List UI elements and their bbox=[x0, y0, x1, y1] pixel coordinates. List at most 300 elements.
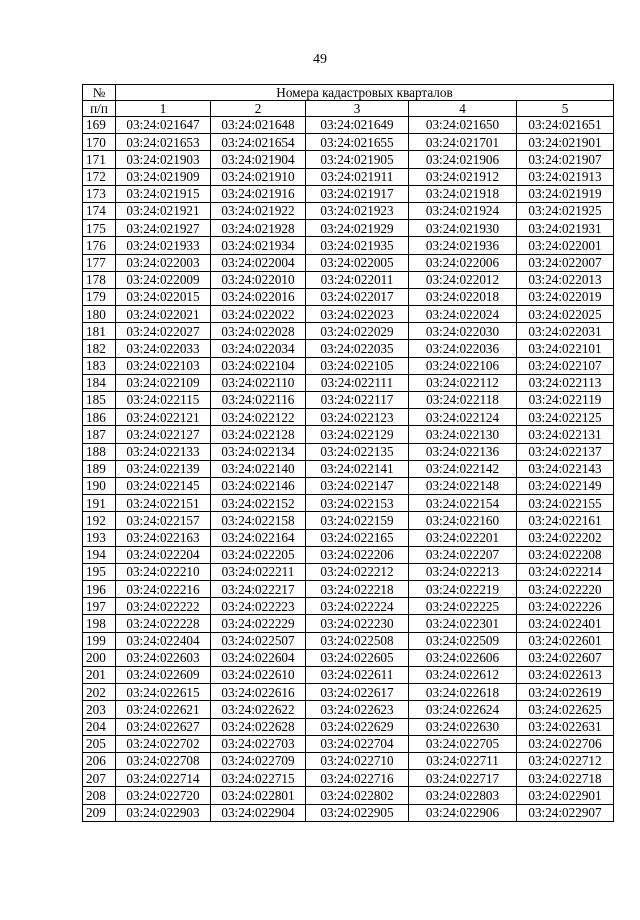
row-number-cell: 181 bbox=[83, 323, 116, 340]
table-row bbox=[83, 563, 614, 580]
cadastral-number-cell: 03:24:021925 bbox=[517, 202, 614, 219]
cadastral-number-cell: 03:24:022301 bbox=[409, 615, 517, 632]
table-row bbox=[83, 649, 614, 666]
cadastral-number-cell: 03:24:021701 bbox=[409, 134, 517, 151]
cadastral-number-cell: 03:24:022216 bbox=[116, 581, 211, 598]
cadastral-number-cell: 03:24:022720 bbox=[116, 787, 211, 804]
cadastral-number-cell: 03:24:021903 bbox=[116, 151, 211, 168]
cadastral-number-cell: 03:24:021648 bbox=[211, 117, 306, 134]
row-number-cell: 171 bbox=[83, 151, 116, 168]
cadastral-number-cell: 03:24:022110 bbox=[211, 374, 306, 391]
cadastral-number-cell: 03:24:022146 bbox=[211, 477, 306, 494]
cadastral-number-cell: 03:24:022103 bbox=[116, 357, 211, 374]
cadastral-number-cell: 03:24:022021 bbox=[116, 306, 211, 323]
cadastral-number-cell: 03:24:022165 bbox=[306, 529, 409, 546]
row-number-cell: 191 bbox=[83, 495, 116, 512]
cadastral-number-cell: 03:24:022030 bbox=[409, 323, 517, 340]
cadastral-number-cell: 03:24:021655 bbox=[306, 134, 409, 151]
cadastral-number-cell: 03:24:022212 bbox=[306, 563, 409, 580]
cadastral-number-cell: 03:24:022164 bbox=[211, 529, 306, 546]
cadastral-number-cell: 03:24:022025 bbox=[517, 306, 614, 323]
cadastral-number-cell: 03:24:022111 bbox=[306, 374, 409, 391]
cadastral-number-cell: 03:24:022206 bbox=[306, 546, 409, 563]
cadastral-number-cell: 03:24:022703 bbox=[211, 735, 306, 752]
cadastral-number-cell: 03:24:021906 bbox=[409, 151, 517, 168]
cadastral-number-cell: 03:24:022711 bbox=[409, 752, 517, 769]
cadastral-number-cell: 03:24:022222 bbox=[116, 598, 211, 615]
row-number-cell: 185 bbox=[83, 392, 116, 409]
cadastral-number-cell: 03:24:022148 bbox=[409, 477, 517, 494]
cadastral-number-cell: 03:24:022035 bbox=[306, 340, 409, 357]
cadastral-number-cell: 03:24:021921 bbox=[116, 202, 211, 219]
row-number-cell: 180 bbox=[83, 306, 116, 323]
row-number-cell: 169 bbox=[83, 117, 116, 134]
cadastral-number-cell: 03:24:022006 bbox=[409, 254, 517, 271]
cadastral-number-cell: 03:24:022704 bbox=[306, 735, 409, 752]
row-number-cell: 198 bbox=[83, 615, 116, 632]
page-number: 49 bbox=[313, 52, 327, 67]
cadastral-number-cell: 03:24:022130 bbox=[409, 426, 517, 443]
cadastral-number-cell: 03:24:022631 bbox=[517, 718, 614, 735]
table-row bbox=[83, 701, 614, 718]
column-number-1: 1 bbox=[116, 101, 211, 117]
cadastral-number-cell: 03:24:021654 bbox=[211, 134, 306, 151]
cadastral-number-cell: 03:24:022712 bbox=[517, 752, 614, 769]
cadastral-number-cell: 03:24:022134 bbox=[211, 443, 306, 460]
row-number-cell: 179 bbox=[83, 288, 116, 305]
cadastral-number-cell: 03:24:022012 bbox=[409, 271, 517, 288]
row-number-cell: 174 bbox=[83, 202, 116, 219]
cadastral-number-cell: 03:24:022107 bbox=[517, 357, 614, 374]
row-number-cell: 170 bbox=[83, 134, 116, 151]
cadastral-number-cell: 03:24:021922 bbox=[211, 202, 306, 219]
cadastral-number-cell: 03:24:022159 bbox=[306, 512, 409, 529]
cadastral-number-cell: 03:24:021904 bbox=[211, 151, 306, 168]
cadastral-number-cell: 03:24:021930 bbox=[409, 220, 517, 237]
cadastral-number-cell: 03:24:022160 bbox=[409, 512, 517, 529]
header-num-bottom: п/п bbox=[83, 101, 116, 117]
row-number-cell: 187 bbox=[83, 426, 116, 443]
cadastral-number-cell: 03:24:022218 bbox=[306, 581, 409, 598]
cadastral-number-cell: 03:24:021647 bbox=[116, 117, 211, 134]
cadastral-number-cell: 03:24:022229 bbox=[211, 615, 306, 632]
cadastral-number-cell: 03:24:021913 bbox=[517, 168, 614, 185]
row-number-cell: 190 bbox=[83, 477, 116, 494]
cadastral-number-cell: 03:24:021901 bbox=[517, 134, 614, 151]
row-number-cell: 206 bbox=[83, 752, 116, 769]
cadastral-number-cell: 03:24:022163 bbox=[116, 529, 211, 546]
cadastral-number-cell: 03:24:022717 bbox=[409, 770, 517, 787]
cadastral-number-cell: 03:24:022611 bbox=[306, 667, 409, 684]
cadastral-number-cell: 03:24:022022 bbox=[211, 306, 306, 323]
cadastral-number-cell: 03:24:022210 bbox=[116, 563, 211, 580]
cadastral-number-cell: 03:24:022031 bbox=[517, 323, 614, 340]
cadastral-number-cell: 03:24:022219 bbox=[409, 581, 517, 598]
cadastral-number-cell: 03:24:022630 bbox=[409, 718, 517, 735]
cadastral-number-cell: 03:24:022036 bbox=[409, 340, 517, 357]
table-row bbox=[83, 667, 614, 684]
table-row bbox=[83, 752, 614, 769]
cadastral-number-cell: 03:24:022225 bbox=[409, 598, 517, 615]
cadastral-number-cell: 03:24:022507 bbox=[211, 632, 306, 649]
table-row bbox=[83, 770, 614, 787]
header-row-bottom bbox=[83, 101, 614, 117]
cadastral-number-cell: 03:24:022121 bbox=[116, 409, 211, 426]
cadastral-number-cell: 03:24:021929 bbox=[306, 220, 409, 237]
cadastral-number-cell: 03:24:022155 bbox=[517, 495, 614, 512]
table-row bbox=[83, 185, 614, 202]
cadastral-number-cell: 03:24:022627 bbox=[116, 718, 211, 735]
cadastral-number-cell: 03:24:022625 bbox=[517, 701, 614, 718]
cadastral-number-cell: 03:24:022131 bbox=[517, 426, 614, 443]
table-row bbox=[83, 495, 614, 512]
table-row bbox=[83, 615, 614, 632]
cadastral-number-cell: 03:24:022623 bbox=[306, 701, 409, 718]
cadastral-number-cell: 03:24:022007 bbox=[517, 254, 614, 271]
cadastral-number-cell: 03:24:022907 bbox=[517, 804, 614, 821]
cadastral-number-cell: 03:24:022903 bbox=[116, 804, 211, 821]
table-row bbox=[83, 254, 614, 271]
row-number-cell: 193 bbox=[83, 529, 116, 546]
row-number-cell: 186 bbox=[83, 409, 116, 426]
cadastral-number-cell: 03:24:022017 bbox=[306, 288, 409, 305]
cadastral-number-cell: 03:24:022001 bbox=[517, 237, 614, 254]
row-number-cell: 188 bbox=[83, 443, 116, 460]
cadastral-number-cell: 03:24:022208 bbox=[517, 546, 614, 563]
column-number-2: 2 bbox=[211, 101, 306, 117]
row-number-cell: 205 bbox=[83, 735, 116, 752]
cadastral-number-cell: 03:24:022706 bbox=[517, 735, 614, 752]
cadastral-number-cell: 03:24:022615 bbox=[116, 684, 211, 701]
column-number-5: 5 bbox=[517, 101, 614, 117]
cadastral-number-cell: 03:24:022223 bbox=[211, 598, 306, 615]
cadastral-number-cell: 03:24:022604 bbox=[211, 649, 306, 666]
cadastral-number-cell: 03:24:021905 bbox=[306, 151, 409, 168]
row-number-cell: 203 bbox=[83, 701, 116, 718]
cadastral-number-cell: 03:24:022214 bbox=[517, 563, 614, 580]
cadastral-number-cell: 03:24:022029 bbox=[306, 323, 409, 340]
cadastral-number-cell: 03:24:021935 bbox=[306, 237, 409, 254]
cadastral-number-cell: 03:24:022013 bbox=[517, 271, 614, 288]
cadastral-number-cell: 03:24:021911 bbox=[306, 168, 409, 185]
table-row bbox=[83, 804, 614, 821]
table-row bbox=[83, 443, 614, 460]
table-row bbox=[83, 151, 614, 168]
cadastral-number-cell: 03:24:022136 bbox=[409, 443, 517, 460]
row-number-cell: 175 bbox=[83, 220, 116, 237]
cadastral-number-cell: 03:24:022612 bbox=[409, 667, 517, 684]
cadastral-number-cell: 03:24:022708 bbox=[116, 752, 211, 769]
header-num-top: № bbox=[83, 85, 116, 101]
cadastral-number-cell: 03:24:022122 bbox=[211, 409, 306, 426]
cadastral-number-cell: 03:24:022034 bbox=[211, 340, 306, 357]
cadastral-number-cell: 03:24:022145 bbox=[116, 477, 211, 494]
table-row bbox=[83, 374, 614, 391]
table-row bbox=[83, 787, 614, 804]
cadastral-number-cell: 03:24:021933 bbox=[116, 237, 211, 254]
cadastral-number-cell: 03:24:021917 bbox=[306, 185, 409, 202]
table-row bbox=[83, 598, 614, 615]
cadastral-number-cell: 03:24:022027 bbox=[116, 323, 211, 340]
cadastral-number-cell: 03:24:022616 bbox=[211, 684, 306, 701]
cadastral-number-cell: 03:24:022803 bbox=[409, 787, 517, 804]
cadastral-number-cell: 03:24:022133 bbox=[116, 443, 211, 460]
cadastral-number-cell: 03:24:021923 bbox=[306, 202, 409, 219]
table-row bbox=[83, 168, 614, 185]
cadastral-number-cell: 03:24:022011 bbox=[306, 271, 409, 288]
cadastral-number-cell: 03:24:022621 bbox=[116, 701, 211, 718]
cadastral-number-cell: 03:24:022119 bbox=[517, 392, 614, 409]
cadastral-number-cell: 03:24:021936 bbox=[409, 237, 517, 254]
cadastral-number-cell: 03:24:022033 bbox=[116, 340, 211, 357]
cadastral-number-cell: 03:24:022152 bbox=[211, 495, 306, 512]
table-row bbox=[83, 409, 614, 426]
cadastral-number-cell: 03:24:022904 bbox=[211, 804, 306, 821]
cadastral-number-cell: 03:24:021924 bbox=[409, 202, 517, 219]
cadastral-number-cell: 03:24:021934 bbox=[211, 237, 306, 254]
cadastral-number-cell: 03:24:022024 bbox=[409, 306, 517, 323]
cadastral-number-cell: 03:24:022718 bbox=[517, 770, 614, 787]
cadastral-number-cell: 03:24:021910 bbox=[211, 168, 306, 185]
cadastral-number-cell: 03:24:022142 bbox=[409, 460, 517, 477]
table-row bbox=[83, 684, 614, 701]
cadastral-number-cell: 03:24:022015 bbox=[116, 288, 211, 305]
table-row bbox=[83, 392, 614, 409]
table-row bbox=[83, 581, 614, 598]
table-row bbox=[83, 288, 614, 305]
table-row bbox=[83, 529, 614, 546]
cadastral-number-cell: 03:24:022116 bbox=[211, 392, 306, 409]
table-row bbox=[83, 202, 614, 219]
cadastral-number-cell: 03:24:022028 bbox=[211, 323, 306, 340]
cadastral-number-cell: 03:24:022906 bbox=[409, 804, 517, 821]
cadastral-number-cell: 03:24:022109 bbox=[116, 374, 211, 391]
cadastral-number-cell: 03:24:022220 bbox=[517, 581, 614, 598]
cadastral-number-cell: 03:24:022716 bbox=[306, 770, 409, 787]
row-number-cell: 208 bbox=[83, 787, 116, 804]
cadastral-number-cell: 03:24:022016 bbox=[211, 288, 306, 305]
cadastral-number-cell: 03:24:022624 bbox=[409, 701, 517, 718]
table-row bbox=[83, 477, 614, 494]
cadastral-number-cell: 03:24:021915 bbox=[116, 185, 211, 202]
cadastral-number-cell: 03:24:022157 bbox=[116, 512, 211, 529]
cadastral-number-cell: 03:24:022230 bbox=[306, 615, 409, 632]
cadastral-number-cell: 03:24:022609 bbox=[116, 667, 211, 684]
cadastral-number-cell: 03:24:022618 bbox=[409, 684, 517, 701]
row-number-cell: 173 bbox=[83, 185, 116, 202]
row-number-cell: 183 bbox=[83, 357, 116, 374]
row-number-cell: 207 bbox=[83, 770, 116, 787]
header-group-title: Номера кадастровых кварталов bbox=[116, 85, 614, 101]
cadastral-number-cell: 03:24:022101 bbox=[517, 340, 614, 357]
cadastral-number-cell: 03:24:022018 bbox=[409, 288, 517, 305]
cadastral-number-cell: 03:24:021919 bbox=[517, 185, 614, 202]
cadastral-number-cell: 03:24:022705 bbox=[409, 735, 517, 752]
cadastral-number-cell: 03:24:021909 bbox=[116, 168, 211, 185]
cadastral-number-cell: 03:24:022607 bbox=[517, 649, 614, 666]
cadastral-number-cell: 03:24:021928 bbox=[211, 220, 306, 237]
cadastral-number-cell: 03:24:022129 bbox=[306, 426, 409, 443]
cadastral-number-cell: 03:24:022115 bbox=[116, 392, 211, 409]
row-number-cell: 189 bbox=[83, 460, 116, 477]
table-row bbox=[83, 220, 614, 237]
cadastral-number-cell: 03:24:022010 bbox=[211, 271, 306, 288]
cadastral-number-cell: 03:24:022603 bbox=[116, 649, 211, 666]
cadastral-number-cell: 03:24:022143 bbox=[517, 460, 614, 477]
cadastral-number-cell: 03:24:022715 bbox=[211, 770, 306, 787]
table-row bbox=[83, 134, 614, 151]
cadastral-number-cell: 03:24:021649 bbox=[306, 117, 409, 134]
cadastral-number-cell: 03:24:022113 bbox=[517, 374, 614, 391]
cadastral-number-cell: 03:24:022622 bbox=[211, 701, 306, 718]
row-number-cell: 178 bbox=[83, 271, 116, 288]
cadastral-number-cell: 03:24:022105 bbox=[306, 357, 409, 374]
cadastral-number-cell: 03:24:022106 bbox=[409, 357, 517, 374]
cadastral-number-cell: 03:24:022140 bbox=[211, 460, 306, 477]
row-number-cell: 182 bbox=[83, 340, 116, 357]
cadastral-number-cell: 03:24:022709 bbox=[211, 752, 306, 769]
row-number-cell: 194 bbox=[83, 546, 116, 563]
header-row-top bbox=[83, 85, 614, 101]
cadastral-number-cell: 03:24:022153 bbox=[306, 495, 409, 512]
table-row bbox=[83, 460, 614, 477]
cadastral-number-cell: 03:24:022702 bbox=[116, 735, 211, 752]
cadastral-number-cell: 03:24:022154 bbox=[409, 495, 517, 512]
cadastral-number-cell: 03:24:022147 bbox=[306, 477, 409, 494]
cadastral-number-cell: 03:24:022117 bbox=[306, 392, 409, 409]
cadastral-number-cell: 03:24:022124 bbox=[409, 409, 517, 426]
cadastral-number-cell: 03:24:022610 bbox=[211, 667, 306, 684]
cadastral-number-cell: 03:24:022404 bbox=[116, 632, 211, 649]
table-row bbox=[83, 340, 614, 357]
cadastral-number-cell: 03:24:021918 bbox=[409, 185, 517, 202]
cadastral-number-cell: 03:24:022201 bbox=[409, 529, 517, 546]
row-number-cell: 209 bbox=[83, 804, 116, 821]
table-row bbox=[83, 512, 614, 529]
cadastral-number-cell: 03:24:022019 bbox=[517, 288, 614, 305]
table-row bbox=[83, 546, 614, 563]
cadastral-number-cell: 03:24:022619 bbox=[517, 684, 614, 701]
cadastral-number-cell: 03:24:022401 bbox=[517, 615, 614, 632]
cadastral-number-cell: 03:24:022714 bbox=[116, 770, 211, 787]
cadastral-number-cell: 03:24:022123 bbox=[306, 409, 409, 426]
cadastral-number-cell: 03:24:022112 bbox=[409, 374, 517, 391]
cadastral-number-cell: 03:24:022207 bbox=[409, 546, 517, 563]
cadastral-number-cell: 03:24:022629 bbox=[306, 718, 409, 735]
cadastral-number-cell: 03:24:021907 bbox=[517, 151, 614, 168]
cadastral-number-cell: 03:24:022004 bbox=[211, 254, 306, 271]
cadastral-number-cell: 03:24:022137 bbox=[517, 443, 614, 460]
cadastral-number-cell: 03:24:022125 bbox=[517, 409, 614, 426]
table-row bbox=[83, 237, 614, 254]
cadastral-number-cell: 03:24:022204 bbox=[116, 546, 211, 563]
cadastral-number-cell: 03:24:022128 bbox=[211, 426, 306, 443]
cadastral-number-cell: 03:24:022151 bbox=[116, 495, 211, 512]
row-number-cell: 176 bbox=[83, 237, 116, 254]
cadastral-number-cell: 03:24:022801 bbox=[211, 787, 306, 804]
table-row bbox=[83, 117, 614, 134]
table-row bbox=[83, 306, 614, 323]
cadastral-number-cell: 03:24:022202 bbox=[517, 529, 614, 546]
cadastral-number-cell: 03:24:022509 bbox=[409, 632, 517, 649]
column-number-4: 4 bbox=[409, 101, 517, 117]
cadastral-number-cell: 03:24:022005 bbox=[306, 254, 409, 271]
cadastral-number-cell: 03:24:022205 bbox=[211, 546, 306, 563]
row-number-cell: 172 bbox=[83, 168, 116, 185]
cadastral-number-cell: 03:24:022508 bbox=[306, 632, 409, 649]
row-number-cell: 184 bbox=[83, 374, 116, 391]
cadastral-number-cell: 03:24:022211 bbox=[211, 563, 306, 580]
cadastral-number-cell: 03:24:022009 bbox=[116, 271, 211, 288]
cadastral-number-cell: 03:24:022217 bbox=[211, 581, 306, 598]
table-row bbox=[83, 632, 614, 649]
cadastral-number-cell: 03:24:022628 bbox=[211, 718, 306, 735]
cadastral-number-cell: 03:24:022023 bbox=[306, 306, 409, 323]
row-number-cell: 196 bbox=[83, 581, 116, 598]
cadastral-number-cell: 03:24:022213 bbox=[409, 563, 517, 580]
cadastral-number-cell: 03:24:022226 bbox=[517, 598, 614, 615]
cadastral-number-cell: 03:24:022149 bbox=[517, 477, 614, 494]
cadastral-number-cell: 03:24:022104 bbox=[211, 357, 306, 374]
cadastral-number-cell: 03:24:022135 bbox=[306, 443, 409, 460]
cadastral-number-cell: 03:24:022601 bbox=[517, 632, 614, 649]
cadastral-number-cell: 03:24:022802 bbox=[306, 787, 409, 804]
cadastral-number-cell: 03:24:021931 bbox=[517, 220, 614, 237]
table-row bbox=[83, 718, 614, 735]
row-number-cell: 200 bbox=[83, 649, 116, 666]
cadastral-number-cell: 03:24:021927 bbox=[116, 220, 211, 237]
table-row bbox=[83, 426, 614, 443]
cadastral-number-cell: 03:24:022901 bbox=[517, 787, 614, 804]
cadastral-quarters-table bbox=[82, 84, 614, 822]
cadastral-number-cell: 03:24:022617 bbox=[306, 684, 409, 701]
cadastral-number-cell: 03:24:022605 bbox=[306, 649, 409, 666]
cadastral-number-cell: 03:24:021916 bbox=[211, 185, 306, 202]
row-number-cell: 204 bbox=[83, 718, 116, 735]
cadastral-number-cell: 03:24:022141 bbox=[306, 460, 409, 477]
cadastral-number-cell: 03:24:022228 bbox=[116, 615, 211, 632]
column-number-3: 3 bbox=[306, 101, 409, 117]
row-number-cell: 192 bbox=[83, 512, 116, 529]
cadastral-number-cell: 03:24:021653 bbox=[116, 134, 211, 151]
cadastral-number-cell: 03:24:022161 bbox=[517, 512, 614, 529]
cadastral-number-cell: 03:24:021651 bbox=[517, 117, 614, 134]
table-body bbox=[83, 85, 614, 822]
row-number-cell: 177 bbox=[83, 254, 116, 271]
row-number-cell: 202 bbox=[83, 684, 116, 701]
cadastral-number-cell: 03:24:022224 bbox=[306, 598, 409, 615]
table-row bbox=[83, 357, 614, 374]
cadastral-number-cell: 03:24:022139 bbox=[116, 460, 211, 477]
row-number-cell: 197 bbox=[83, 598, 116, 615]
cadastral-number-cell: 03:24:021912 bbox=[409, 168, 517, 185]
cadastral-number-cell: 03:24:022905 bbox=[306, 804, 409, 821]
row-number-cell: 201 bbox=[83, 667, 116, 684]
table-row bbox=[83, 271, 614, 288]
cadastral-number-cell: 03:24:021650 bbox=[409, 117, 517, 134]
table-row bbox=[83, 735, 614, 752]
cadastral-number-cell: 03:24:022118 bbox=[409, 392, 517, 409]
cadastral-number-cell: 03:24:022158 bbox=[211, 512, 306, 529]
cadastral-number-cell: 03:24:022710 bbox=[306, 752, 409, 769]
cadastral-number-cell: 03:24:022606 bbox=[409, 649, 517, 666]
row-number-cell: 195 bbox=[83, 563, 116, 580]
cadastral-number-cell: 03:24:022613 bbox=[517, 667, 614, 684]
cadastral-number-cell: 03:24:022003 bbox=[116, 254, 211, 271]
cadastral-number-cell: 03:24:022127 bbox=[116, 426, 211, 443]
row-number-cell: 199 bbox=[83, 632, 116, 649]
table-row bbox=[83, 323, 614, 340]
